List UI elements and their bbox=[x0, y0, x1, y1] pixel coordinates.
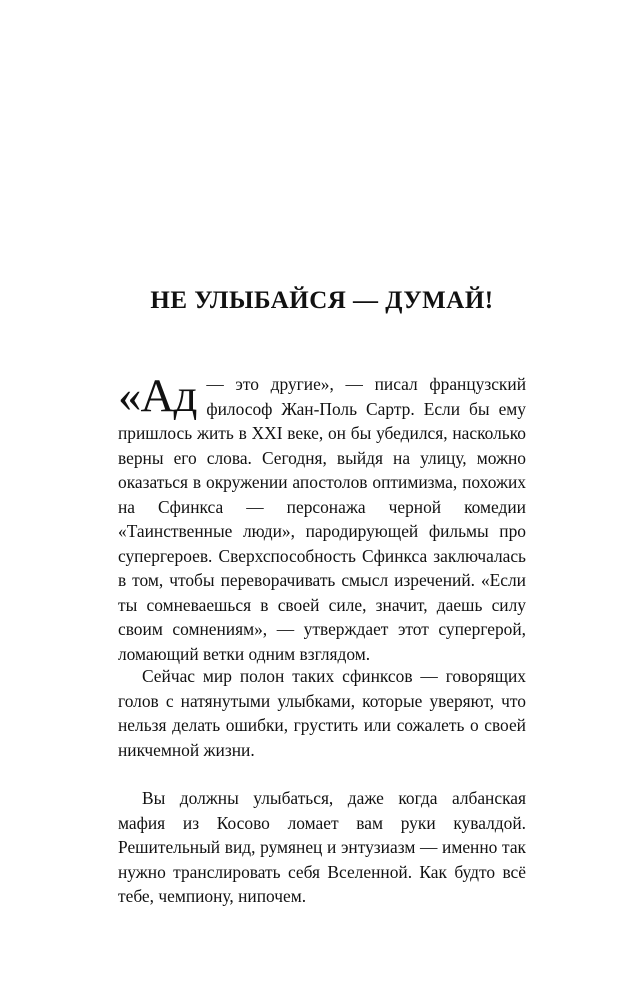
paragraph-1-text: — это другие», — писал французский философ Жан-Поль Сартр. Если бы ему пришлось жить в XXI веке, он бы убедился, насколько верны его слова. Сегодня, выйдя на улицу, можно оказаться в окружении апостолов оптимизма, похожих на Сфинкса — персонажа черной комедии «Таинственные люди», пародирующей фильмы про супергероев. Сверхспособность Сфинкса заключалась в том, чтобы переворачивать смысл изречений. «Если ты сомневаешься в своей силе, значит, даешь силу своим сомнениям», — утверждает этот супергерой, ломающий ветки одним взглядом. bbox=[118, 374, 526, 664]
drop-cap: «Ад bbox=[118, 370, 197, 422]
paragraph-2 bbox=[118, 664, 526, 762]
paragraph-1 bbox=[118, 372, 526, 666]
paragraph-3-text: Вы должны улыбаться, даже когда албанская мафия из Косово ломает вам руки кувалдой. Решительный вид, румянец и энтузиазм — именно так нужно транслировать себя Вселенной. Как будто всё тебе, чемпиону, нипочем. bbox=[118, 788, 526, 906]
paragraph-3 bbox=[118, 786, 526, 909]
paragraph-2-text: Сейчас мир полон таких сфинксов — говорящих голов с натянутыми улыбками, которые уверяют, что нельзя делать ошибки, грустить или сожалеть о своей никчемной жизни. bbox=[118, 666, 526, 760]
chapter-title: НЕ УЛЫБАЙСЯ — ДУМАЙ! bbox=[150, 287, 494, 314]
